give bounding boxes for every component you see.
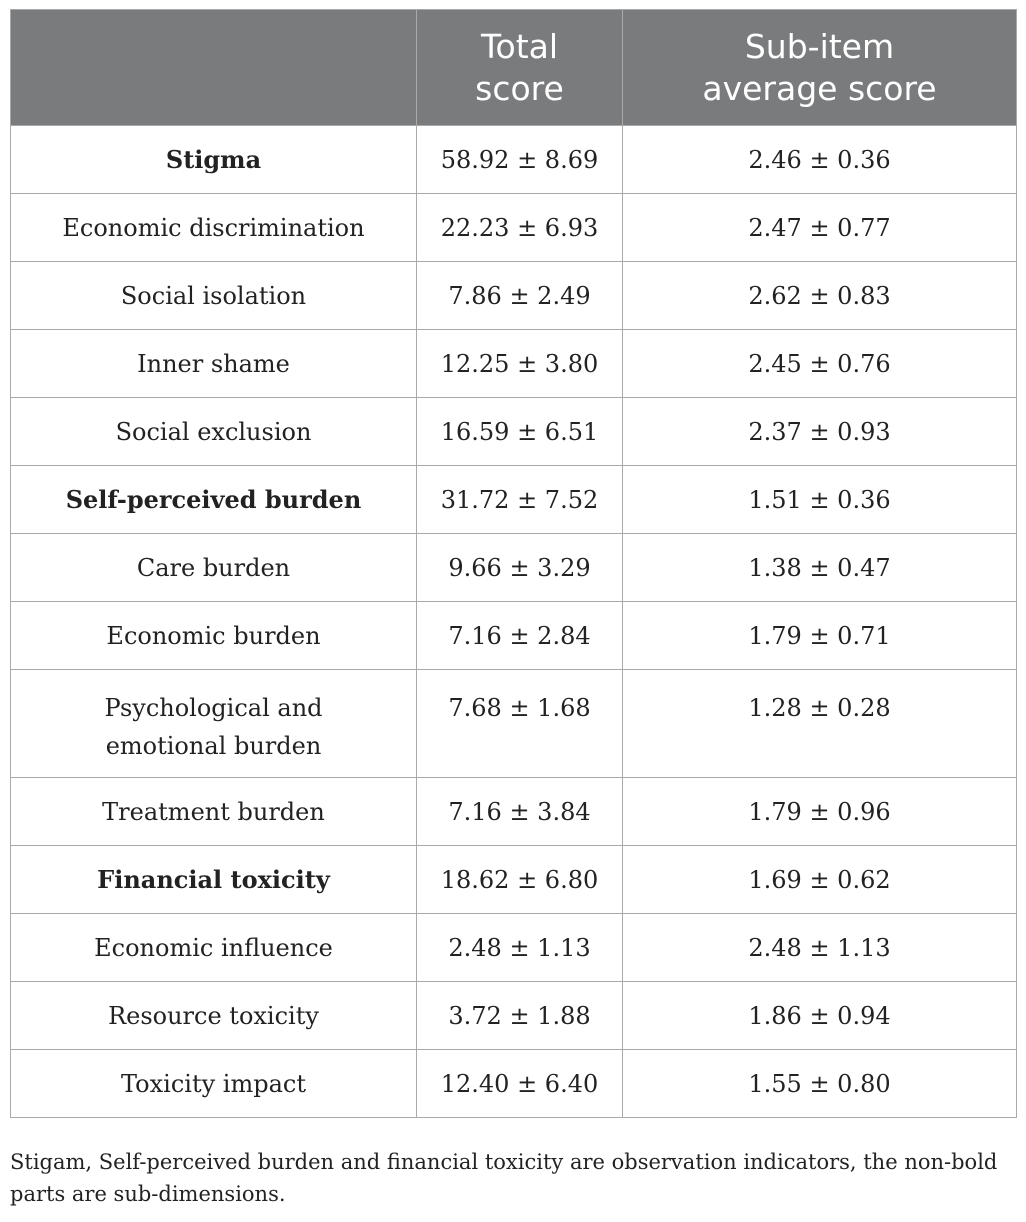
- score-table: [10, 9, 1017, 1118]
- sub-item-average-cell: 1.79 ± 0.71: [623, 602, 1017, 670]
- table-row: [11, 398, 1017, 466]
- row-label: Self-perceived burden: [11, 466, 417, 534]
- table-row: [11, 194, 1017, 262]
- total-score-cell: 7.16 ± 3.84: [417, 778, 623, 846]
- table-footnote: Stigam, Self-perceived burden and financial toxicity are observation indicators, the non-bold parts are sub-dimensions.: [10, 1150, 998, 1206]
- table-row: [11, 982, 1017, 1050]
- sub-item-average-cell: 2.46 ± 0.36: [623, 126, 1017, 194]
- sub-item-average-cell: 1.38 ± 0.47: [623, 534, 1017, 602]
- row-label: Economic burden: [11, 602, 417, 670]
- header-total-line-2: score: [475, 68, 564, 108]
- table-row: [11, 330, 1017, 398]
- total-score-cell: 9.66 ± 3.29: [417, 534, 623, 602]
- sub-item-average-cell: 2.45 ± 0.76: [623, 330, 1017, 398]
- sub-item-average-cell: 1.79 ± 0.96: [623, 778, 1017, 846]
- table-row: [11, 466, 1017, 534]
- table-row: [11, 262, 1017, 330]
- table-row: [11, 602, 1017, 670]
- total-score-cell: 12.25 ± 3.80: [417, 330, 623, 398]
- sub-item-average-cell: 1.55 ± 0.80: [623, 1050, 1017, 1118]
- table-row: [11, 914, 1017, 982]
- sub-item-average-cell: 1.86 ± 0.94: [623, 982, 1017, 1050]
- total-score-cell: 18.62 ± 6.80: [417, 846, 623, 914]
- row-label: Economic influence: [11, 914, 417, 982]
- table-header-row: [11, 10, 1017, 126]
- sub-item-average-cell: 2.48 ± 1.13: [623, 914, 1017, 982]
- row-label: Treatment burden: [11, 778, 417, 846]
- table-row: [11, 778, 1017, 846]
- row-label: Social isolation: [11, 262, 417, 330]
- total-score-cell: 31.72 ± 7.52: [417, 466, 623, 534]
- header-empty: [11, 10, 417, 126]
- table-row: [11, 846, 1017, 914]
- table-body: [11, 126, 1017, 1118]
- row-label: Resource toxicity: [11, 982, 417, 1050]
- total-score-cell: 2.48 ± 1.13: [417, 914, 623, 982]
- sub-item-average-cell: 1.51 ± 0.36: [623, 466, 1017, 534]
- total-score-cell: 22.23 ± 6.93: [417, 194, 623, 262]
- total-score-cell: 7.68 ± 1.68: [417, 670, 623, 778]
- row-label: Social exclusion: [11, 398, 417, 466]
- sub-item-average-cell: 2.47 ± 0.77: [623, 194, 1017, 262]
- header-avg-line-1: Sub-item: [744, 26, 895, 66]
- row-label: Financial toxicity: [11, 846, 417, 914]
- row-label: Inner shame: [11, 330, 417, 398]
- table-row: [11, 1050, 1017, 1118]
- header-avg-line-2: average score: [702, 68, 937, 108]
- header-sub-item-average: [623, 10, 1017, 126]
- total-score-cell: 58.92 ± 8.69: [417, 126, 623, 194]
- row-label: Toxicity impact: [11, 1050, 417, 1118]
- sub-item-average-cell: 1.28 ± 0.28: [623, 670, 1017, 778]
- total-score-cell: 12.40 ± 6.40: [417, 1050, 623, 1118]
- sub-item-average-cell: 2.37 ± 0.93: [623, 398, 1017, 466]
- total-score-cell: 7.86 ± 2.49: [417, 262, 623, 330]
- table-row: [11, 126, 1017, 194]
- header-total-line-1: Total: [480, 26, 559, 66]
- row-label: Psychological and emotional burden: [11, 670, 417, 778]
- row-label: Care burden: [11, 534, 417, 602]
- total-score-cell: 3.72 ± 1.88: [417, 982, 623, 1050]
- sub-item-average-cell: 1.69 ± 0.62: [623, 846, 1017, 914]
- total-score-cell: 16.59 ± 6.51: [417, 398, 623, 466]
- row-label: Stigma: [11, 126, 417, 194]
- header-total-score: [417, 10, 623, 126]
- row-label: Economic discrimination: [11, 194, 417, 262]
- table-row: [11, 534, 1017, 602]
- table-row: [11, 670, 1017, 778]
- score-table-container: [10, 9, 1016, 1118]
- sub-item-average-cell: 2.62 ± 0.83: [623, 262, 1017, 330]
- total-score-cell: 7.16 ± 2.84: [417, 602, 623, 670]
